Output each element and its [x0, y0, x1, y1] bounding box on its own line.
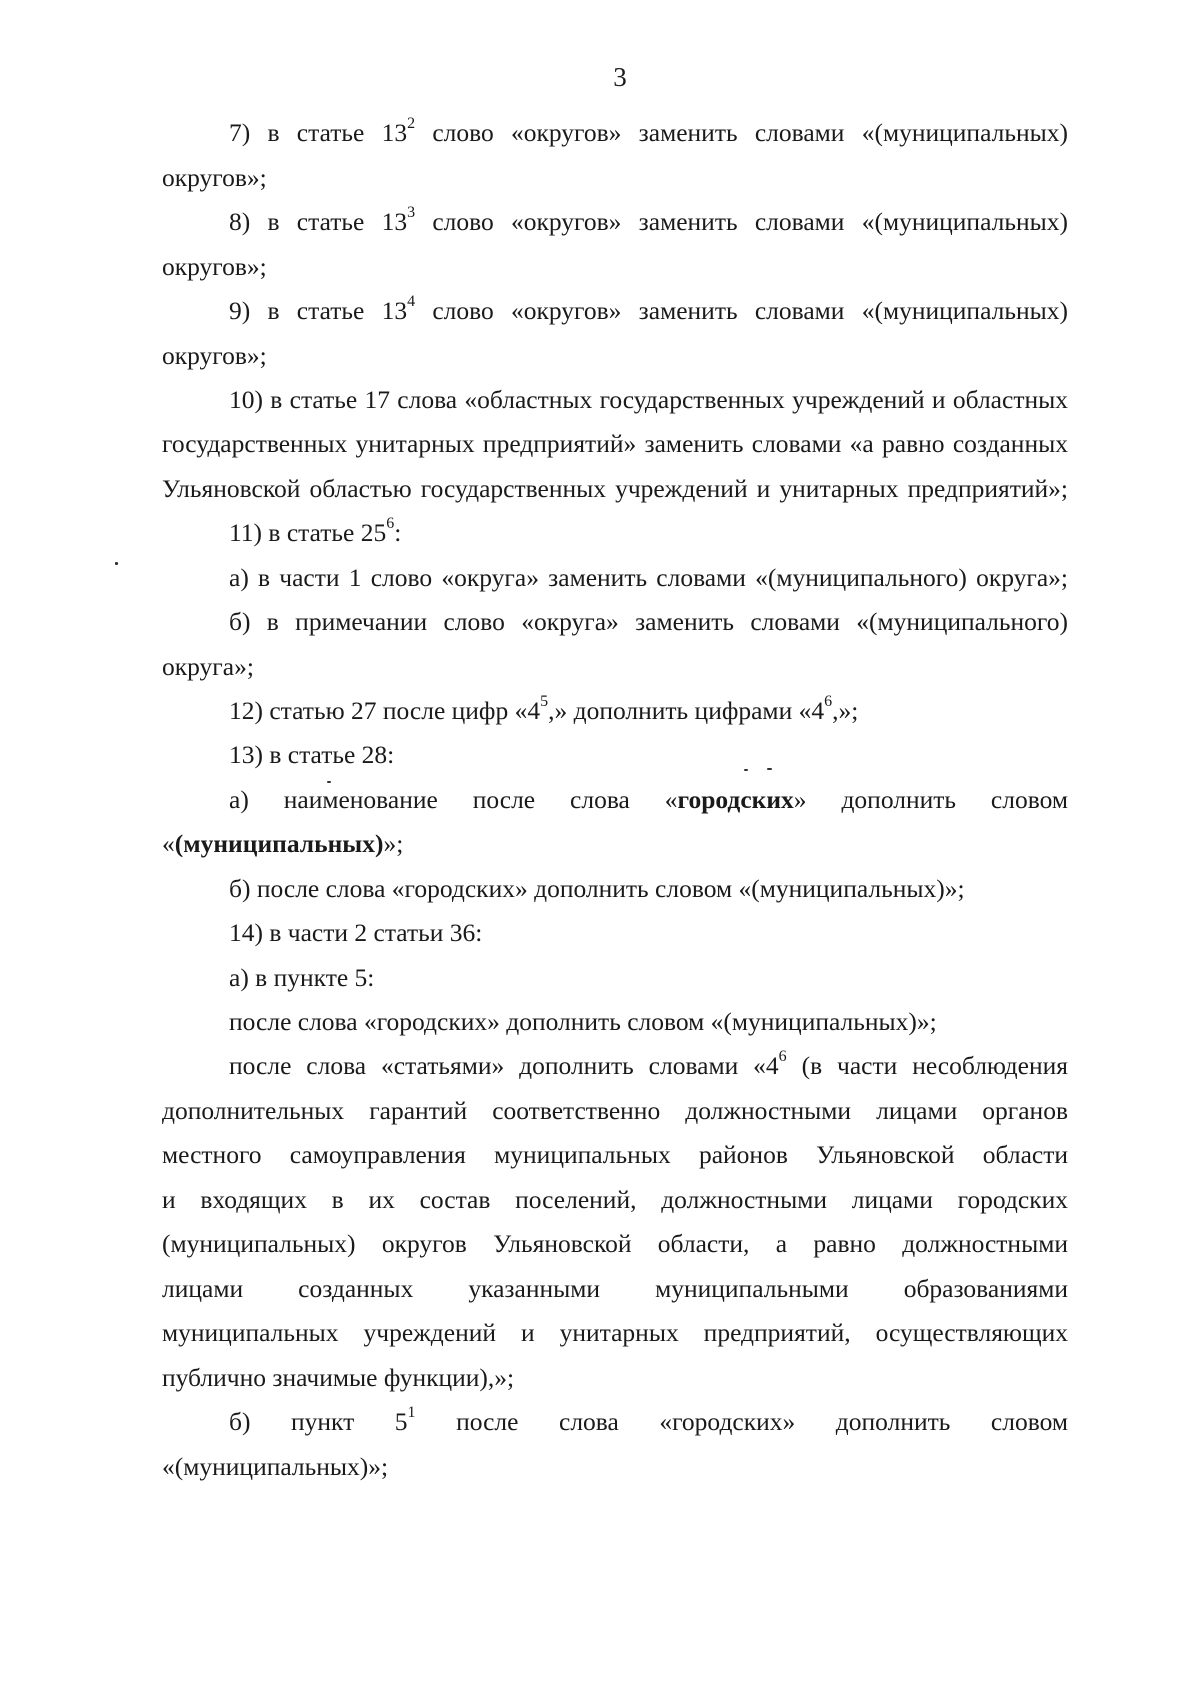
item-14-a-line-5: и входящих в их состав поселений, должностными лицами городских	[162, 1185, 1068, 1214]
item-13-a-line-1: а) наименование после слова «городских» дополнить словом	[229, 785, 1068, 814]
item-14-heading: 14) в части 2 статьи 36:	[229, 918, 483, 947]
superscript: 6	[386, 514, 395, 532]
item-12: 12) статью 27 после цифр «$4^5$,» дополнить цифрами «$4^6$,»;	[229, 692, 859, 725]
item-14-a-line-2: после слова «статьями» дополнить словами «$4^6$ (в части несоблюдения	[229, 1047, 1068, 1080]
superscript: 5	[540, 692, 549, 710]
scan-speck	[767, 768, 772, 770]
item-13-a-line-2: «(муниципальных)»;	[162, 829, 404, 858]
superscript: 6	[778, 1047, 787, 1065]
item-8-line-2: округов»;	[162, 252, 267, 281]
superscript: 2	[407, 114, 416, 132]
superscript: 4	[407, 292, 416, 310]
item-14-a-line-3: дополнительных гарантий соответственно должностными лицами органов	[162, 1096, 1068, 1125]
item-10-line-3: Ульяновской областью государственных учреждений и унитарных предприятий»;	[162, 474, 1068, 503]
item-14-a-heading: а) в пункте 5:	[229, 963, 375, 992]
scan-speck	[744, 769, 748, 771]
item-9-line-2: округов»;	[162, 341, 267, 370]
item-10-line-1: 10) в статье 17 слова «областных государственных учреждений и областных	[229, 385, 1068, 414]
item-7-line-1: 7) в статье $13^2$ слово «округов» заменить словами «(муниципальных)	[229, 114, 1068, 147]
item-9-line-1: 9) в статье $13^4$ слово «округов» заменить словами «(муниципальных)	[229, 292, 1068, 325]
item-11-b-line-1: б) в примечании слово «округа» заменить словами «(муниципального)	[229, 607, 1068, 636]
item-14-a-line-8: муниципальных учреждений и унитарных предприятий, осуществляющих	[162, 1318, 1068, 1347]
item-14-a-line-1: после слова «городских» дополнить словом «(муниципальных)»;	[229, 1007, 937, 1036]
item-11-b-line-2: округа»;	[162, 652, 254, 681]
item-14-a-line-6: (муниципальных) округов Ульяновской области, а равно должностными	[162, 1229, 1068, 1258]
item-10-line-2: государственных унитарных предприятий» заменить словами «а равно созданных	[162, 429, 1068, 458]
superscript: 3	[407, 203, 416, 221]
item-8-line-1: 8) в статье $13^3$ слово «округов» заменить словами «(муниципальных)	[229, 203, 1068, 236]
item-14-b-line-2: «(муниципальных)»;	[162, 1452, 389, 1481]
item-13-b: б) после слова «городских» дополнить словом «(муниципальных)»;	[229, 874, 965, 903]
scan-speck	[115, 562, 118, 565]
scan-speck	[327, 781, 331, 783]
item-11-a: а) в части 1 слово «округа» заменить словами «(муниципального) округа»;	[229, 563, 1068, 592]
item-14-b-line-1: б) пункт $5^1$ после слова «городских» дополнить словом	[229, 1403, 1068, 1436]
item-7-line-2: округов»;	[162, 163, 267, 192]
item-11-heading: 11) в статье $25^6$:	[229, 514, 402, 547]
page-number: 3	[613, 62, 627, 92]
item-14-a-line-7: лицами созданных указанными муниципальными образованиями	[162, 1274, 1068, 1303]
item-14-a-line-4: местного самоуправления муниципальных районов Ульяновской области	[162, 1140, 1068, 1169]
superscript: 1	[407, 1403, 416, 1421]
item-13-heading: 13) в статье 28:	[229, 740, 395, 769]
superscript: 6	[824, 692, 833, 710]
item-14-a-line-9: публично значимые функции),»;	[162, 1363, 515, 1392]
